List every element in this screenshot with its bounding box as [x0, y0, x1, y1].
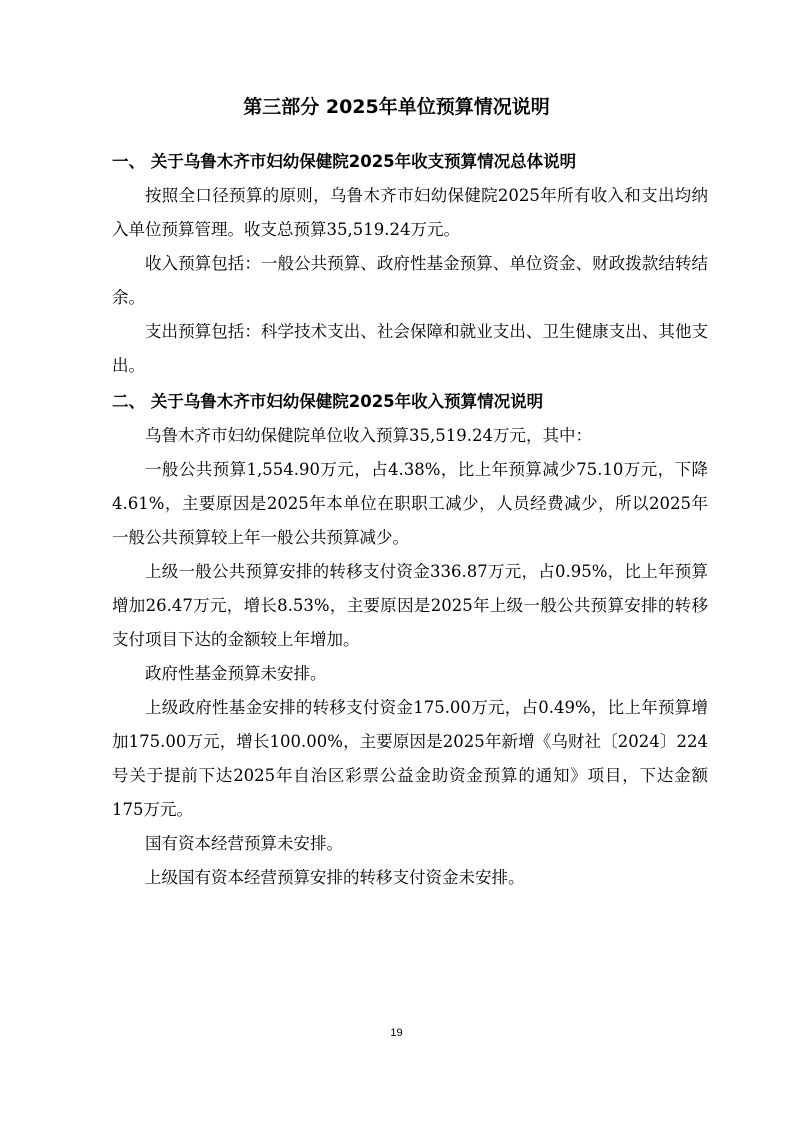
- paragraph: 支出预算包括：科学技术支出、社会保障和就业支出、卫生健康支出、其他支出。: [112, 322, 708, 375]
- page-number: 19: [390, 1027, 403, 1039]
- section-heading-2: 二、 关于乌鲁木齐市妇幼保健院2025年收入预算情况说明: [112, 392, 544, 411]
- paragraph: 上级国有资本经营预算安排的转移支付资金未安排。: [145, 868, 525, 887]
- paragraph: 上级政府性基金安排的转移支付资金175.00万元，占0.49%，比上年预算增加175.00万元，增长100.00%，主要原因是2025年新增《乌财社〔2024〕224号关于提前下达2025年自治区彩票公益金助资金预算的通知》项目，下达金额175万元。: [112, 698, 708, 819]
- paragraph: 乌鲁木齐市妇幼保健院单位收入预算35,519.24万元，其中：: [145, 426, 592, 445]
- paragraph: 按照全口径预算的原则，乌鲁木齐市妇幼保健院2025年所有收入和支出均纳入单位预算管理。收支总预算35,519.24万元。: [112, 186, 708, 239]
- paragraph: 收入预算包括：一般公共预算、政府性基金预算、单位资金、财政拨款结转结余。: [112, 254, 708, 307]
- page-title: 第三部分 2025年单位预算情况说明: [243, 96, 550, 118]
- paragraph: 一般公共预算1,554.90万元，占4.38%，比上年预算减少75.10万元，下降4.61%，主要原因是2025年本单位在职职工减少，人员经费减少，所以2025年一般公共预算较上年一般公共预算减少。: [112, 460, 708, 547]
- section-heading-1: 一、 关于乌鲁木齐市妇幼保健院2025年收支预算情况总体说明: [112, 152, 577, 171]
- document-body: [112, 145, 708, 895]
- paragraph: 政府性基金预算未安排。: [145, 664, 327, 683]
- paragraph: 上级一般公共预算安排的转移支付资金336.87万元，占0.95%，比上年预算增加26.47万元，增长8.53%，主要原因是2025年上级一般公共预算安排的转移支付项目下达的金额较上年增加。: [112, 562, 708, 649]
- paragraph: 国有资本经营预算未安排。: [145, 834, 343, 853]
